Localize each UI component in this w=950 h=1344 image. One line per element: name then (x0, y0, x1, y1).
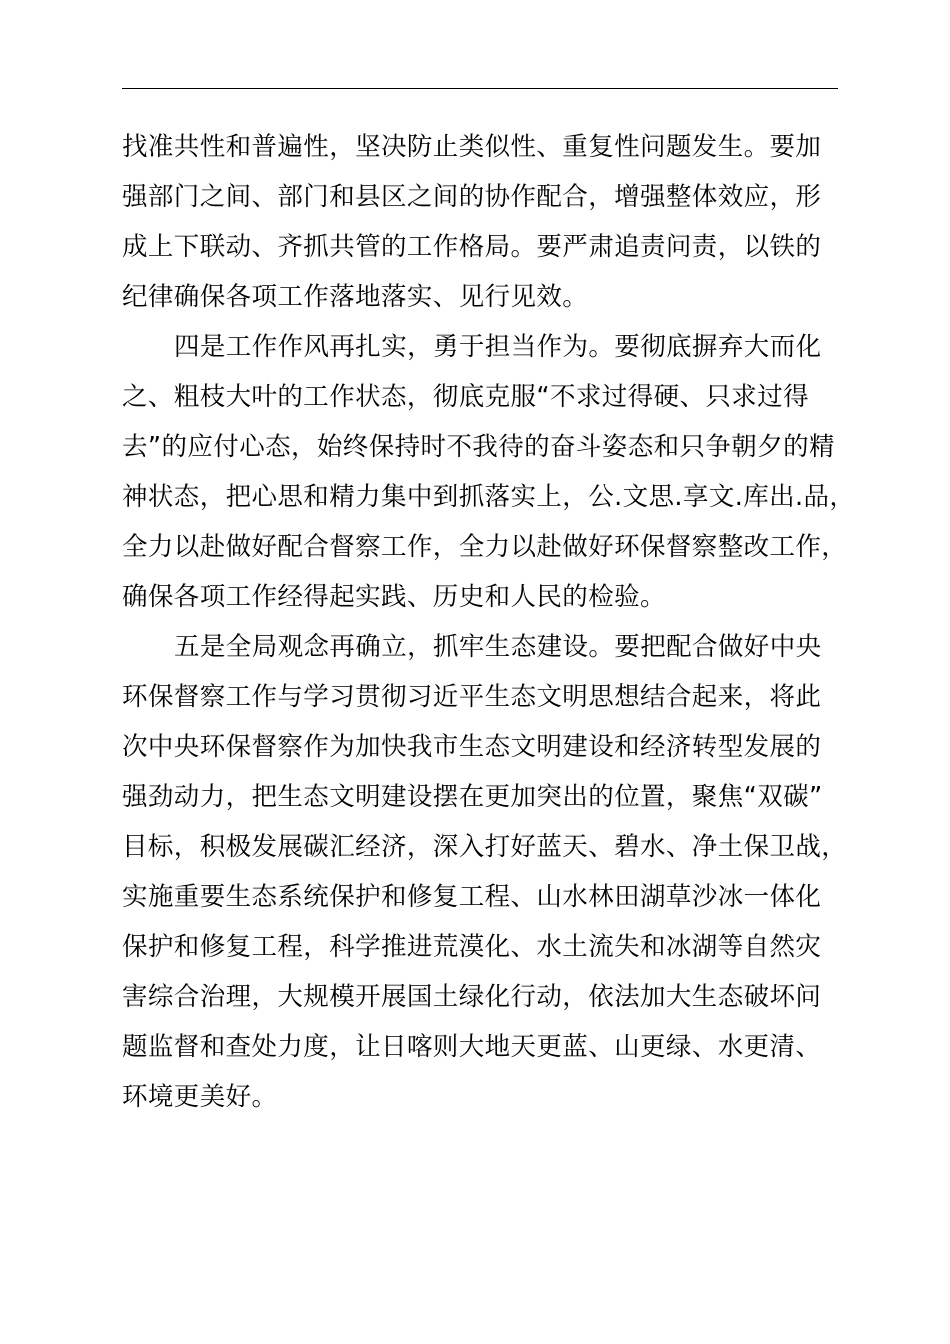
text-line: 去”的应付心态，始终保持时不我待的奋斗姿态和只争朝夕的精 (122, 432, 835, 462)
text-line: 神状态，把心思和精力集中到抓落实上，公.文思.享文.库出.品， (122, 482, 856, 512)
text-line: 题监督和查处力度，让日喀则大地天更蓝、山更绿、水更清、 (122, 1032, 822, 1062)
text-line: 次中央环保督察作为加快我市生态文明建设和经济转型发展的 (122, 732, 822, 762)
text-line: 之、粗枝大叶的工作状态，彻底克服“不求过得硬、只求过得 (122, 382, 810, 412)
text-line: 纪律确保各项工作落地落实、见行见效。 (122, 282, 589, 312)
header-rule (122, 88, 838, 89)
text-line: 全力以赴做好配合督察工作，全力以赴做好环保督察整改工作， (122, 532, 848, 562)
text-line: 目标，积极发展碳汇经济，深入打好蓝天、碧水、净土保卫战， (122, 832, 848, 862)
text-line: 强劲动力，把生态文明建设摆在更加突出的位置，聚焦“双碳” (122, 782, 823, 812)
text-line: 成上下联动、齐抓共管的工作格局。要严肃追责问责，以铁的 (122, 232, 822, 262)
text-line: 实施重要生态系统保护和修复工程、山水林田湖草沙冰一体化 (122, 882, 822, 912)
text-line: 害综合治理，大规模开展国土绿化行动，依法加大生态破坏问 (122, 982, 822, 1012)
text-line: 环境更美好。 (122, 1082, 278, 1112)
document-body (122, 122, 882, 1122)
text-line: 确保各项工作经得起实践、历史和人民的检验。 (122, 582, 666, 612)
text-line: 保护和修复工程，科学推进荒漠化、水土流失和冰湖等自然灾 (122, 932, 822, 962)
text-line: 强部门之间、部门和县区之间的协作配合，增强整体效应，形 (122, 182, 822, 212)
paragraph-four-first-line: 四是工作作风再扎实，勇于担当作为。要彻底摒弃大而化 (174, 332, 822, 362)
paragraph-five-first-line: 五是全局观念再确立，抓牢生态建设。要把配合做好中央 (174, 632, 822, 662)
text-line: 找准共性和普遍性，坚决防止类似性、重复性问题发生。要加 (122, 132, 822, 162)
text-line: 环保督察工作与学习贯彻习近平生态文明思想结合起来，将此 (122, 682, 822, 712)
